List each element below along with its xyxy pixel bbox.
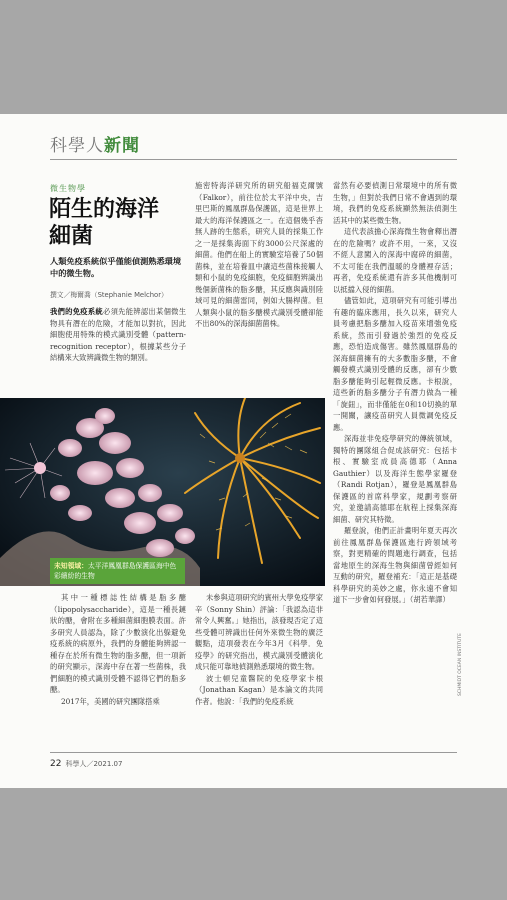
article-byline: 撰文／梅爾喬（Stephanie Melchor）: [50, 291, 168, 299]
column-2-top: [195, 180, 323, 392]
section-header: [50, 131, 140, 156]
article-title: [49, 196, 179, 250]
column-2-bottom: [195, 592, 323, 752]
paragraph: 未參與這項研究的賓州大學免疫學家辛（Sonny Shin）評論：「我認為這非常令人興奮。」她指出，該發現否定了這些受體可辨識出任何外來微生物的廣泛觀點，這項發表在今年3月《科學．免疫學》的研究指出，模式識別受體演化成只能可靠地偵測熟悉環境的微生物。: [195, 593, 323, 671]
lead-paragraph: 我們的免疫系統必須先能辨認出某個微生物具有潛在的危險，才能加以對抗，因此細胞使用特殊的模式識別受體（pattern-recognition receptor），根據某些分子結構來大致辨識微生物的類別。: [50, 307, 186, 362]
magazine-page: [0, 114, 507, 788]
paragraph: 這代表該擔心深海微生物會釋出潛在的危險嗎？或許不用，一來，又沒不經人意闖入的深海中腐碎的細菌，不太可能在我們溫暖的身體裡存活；再者，免疫系統還有許多其他機制可以抵擋入侵的細菌。: [333, 227, 457, 294]
caption-text: 太平洋鳳凰群島保護區海中色彩繽紛的生物: [54, 562, 177, 580]
paragraph: 當然有必要偵測日常環境中的所有微生物，」但對於我們日常不會遇到的環境，我們的免疫系統顯然無法偵測生活其中的某些微生物。: [333, 181, 457, 225]
column-1-top: [50, 306, 186, 392]
paragraph: 其中一種標誌性結構是脂多醣（lipopolysaccharide），這是一種長鏈狀的醣，會附在多種細菌細胞膜表面。許多研究人員認為，除了少數演化出躲避免疫系統的病原外，我們的身體能夠辨認一種存在於所有微生物的脂多醣，但一項新的研究顯示，深海中存在著一些菌株，我們細胞的模式識別受體不認得它們的脂多醣。: [50, 593, 186, 694]
section-name-accent: 新聞: [104, 136, 140, 156]
paragraph: 波士頓兒童醫院的免疫學家卡根（Jonathan Kagan）是本論文的共同作者。他說：「我們的免疫系統: [195, 673, 323, 706]
paragraph: 2017年，美國的研究團隊搭乘: [60, 696, 160, 706]
paragraph: 施密特海洋研究所的研究船福克爾號（Falkor），前往位於太平洋中央，吉里巴斯的鳳凰群島保護區，這是世界上最大的海洋保護區之一。在這個幾乎杳無人跡的生態系，研究人員的採集工作之一是採集海面下約3000公尺深處的細菌。他們在船上的實驗室培養了50個菌株，並在培養皿中讓這些菌株接觸人類和小鼠的免疫細胞，免疫細胞辨識出幾個新菌株的脂多醣，其反應與識別陸域可見的細菌雷同，例如大腸桿菌。但人類與小鼠的脂多醣模式識別受體卻能不出80%的深海細菌菌株。: [195, 181, 323, 328]
column-3: [333, 180, 457, 746]
footer-rule: [50, 752, 457, 753]
paragraph: 深海並非免疫學研究的傳統領域，獨特的團隊組合促成該研究：包括卡根、實驗室成員高德耶（Anna Gauthier）以及海洋生態學家羅登（Randi Rotjan），羅登是鳳凰群島保護區的首席科學家，規劃考察研究，並邀請高德耶在航程上採集深海細菌、研究其特徵。: [333, 434, 457, 524]
header-rule: [50, 159, 457, 160]
section-name: 科學人: [50, 136, 104, 156]
photo-credit: SCHMIDT OCEAN INSTITUTE: [458, 633, 463, 696]
article-subtitle: 人類免疫系統似乎僅能偵測熟悉環境中的微生物。: [50, 256, 182, 278]
page-number: 22: [50, 759, 62, 769]
article-category: 微生物學: [50, 184, 86, 193]
footer-issue: 科學人／2021.07: [65, 760, 123, 768]
lead-in: 我們的免疫系統: [50, 307, 103, 316]
paragraph: 羅登說，他們正計畫明年夏天再次前往鳳凰群島保護區進行跨領域考察，對更精確的問題進行調查，包括當地原生的深海生物與細菌曾經如何互動的研究，羅登補充：「這正是基礎科學研究的美妙之處，你永遠不會知道下一步會如何發展。」（胡若華譯）: [333, 526, 457, 604]
title-line: 細菌: [49, 223, 94, 249]
photo-caption: [50, 558, 185, 584]
column-1-bottom: [50, 592, 186, 752]
caption-label: 未知領域：: [54, 562, 88, 570]
title-line: 陌生的海洋: [49, 196, 160, 222]
paragraph: 儘管如此，這項研究有可能引導出有趣的臨床應用，長久以來，研究人員考慮把脂多醣加入疫苗來增強免疫系統，然而引發過於強烈的免疫反應，恐怕造成傷害。雖然鳳凰群島的深海細菌擁有的大多數脂多醣，不會觸發模式識別受體的反應，卻有少數脂多醣能夠引起輕微反應。卡根說，這些新的脂多醣分子有潛力做為一種「旋鈕」，而非僅能在0和10切換的單一開關，讓疫苗研究人員微調免疫反應。: [333, 296, 457, 432]
page-footer: [50, 759, 122, 769]
